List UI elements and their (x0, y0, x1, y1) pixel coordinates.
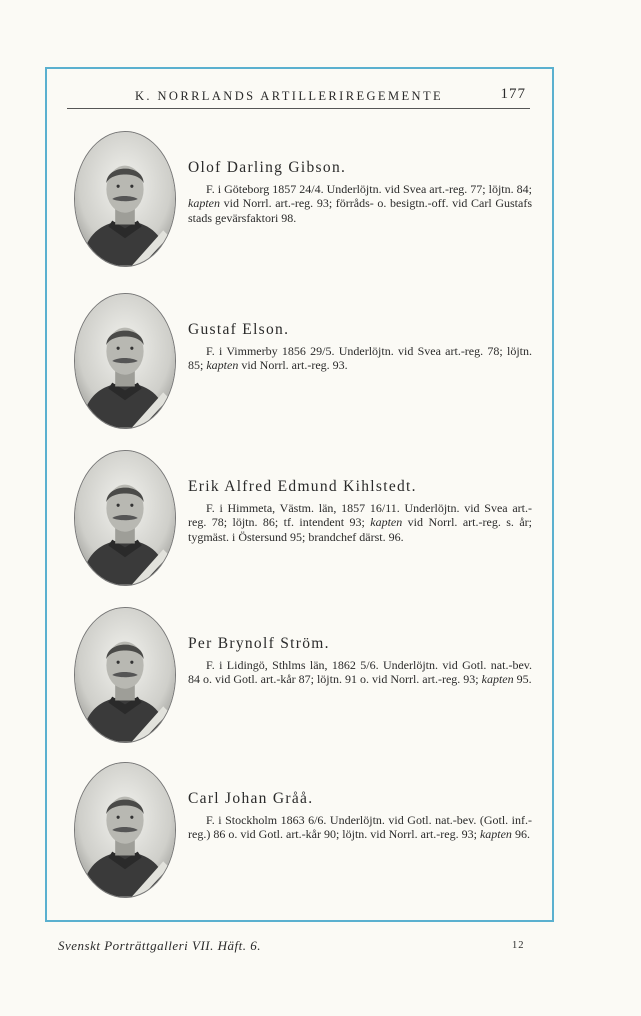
person-biography: F. i Vimmerby 1856 29/5. Underlöjtn. vid Svea art.-reg. 78; löjtn. 85; kapten vid Norrl. art.-reg. 93. (188, 344, 532, 373)
person-name: Olof Darling Gibson. (188, 159, 347, 176)
biography-entry (74, 450, 544, 590)
rank-italic: kapten (188, 196, 220, 211)
person-name: Per Brynolf Ström. (188, 635, 330, 652)
footer-publication: Svenskt Porträttgalleri VII. Häft. 6. (58, 938, 262, 953)
portrait-photo (74, 607, 176, 743)
running-header (67, 87, 530, 109)
page-number: 177 (500, 86, 526, 102)
person-biography: F. i Lidingö, Sthlms län, 1862 5/6. Underlöjtn. vid Gotl. nat.-bev. 84 o. vid Gotl. art.-kår 87; löjtn. 91 o. vid Norrl. art.-reg. 93; kapten 95. (188, 658, 532, 687)
header-title: K. NORRLANDS ARTILLERIREGEMENTE (135, 89, 444, 103)
portrait-photo (74, 762, 176, 898)
rank-italic: kapten (370, 515, 403, 530)
rank-italic: kapten (479, 827, 512, 842)
person-name: Gustaf Elson. (188, 321, 290, 338)
page-frame (45, 67, 554, 922)
person-biography: F. i Stockholm 1863 6/6. Underlöjtn. vid Gotl. nat.-bev. (Gotl. inf.-reg.) 86 o. vid Gotl. art.-kår 90; löjtn. vid Norrl. art.-reg. 93; kapten 96. (188, 813, 532, 842)
portrait-photo (74, 131, 176, 267)
rank-italic: kapten (206, 358, 239, 373)
person-biography: F. i Göteborg 1857 24/4. Underlöjtn. vid Svea art.-reg. 77; löjtn. 84; kapten vid Norrl. art.-reg. 93; förråds- o. besigtn.-off. vid Carl Gustafs stads gevärsfaktori 98. (188, 182, 532, 225)
person-name: Carl Johan Gråå. (188, 790, 314, 807)
biography-entry (74, 131, 544, 271)
person-name: Erik Alfred Edmund Kihlstedt. (188, 478, 417, 495)
footer-signature-mark: 12 (512, 940, 525, 951)
rank-italic: kapten (481, 672, 514, 687)
portrait-photo (74, 450, 176, 586)
biography-entry (74, 607, 544, 747)
biography-entry (74, 293, 544, 433)
person-biography: F. i Himmeta, Västm. län, 1857 16/11. Underlöjtn. vid Svea art.-reg. 78; löjtn. 86; tf. intendent 93; kapten vid Norrl. art.-reg. s. år; tygmäst. i Östersund 95; brandchef därst. 96. (188, 501, 532, 544)
portrait-photo (74, 293, 176, 429)
biography-entry (74, 762, 544, 902)
